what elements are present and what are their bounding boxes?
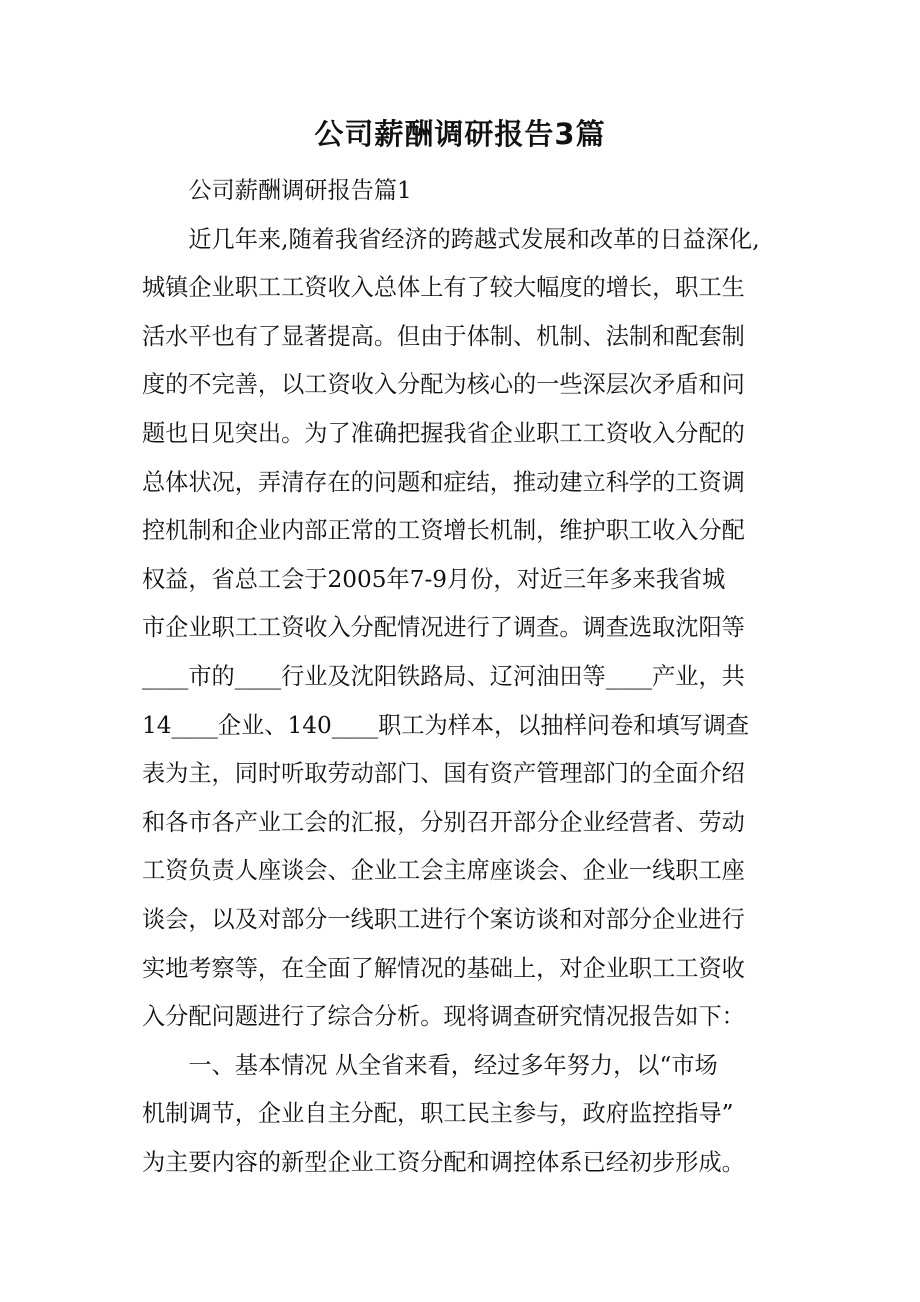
text-line: 工资负责人座谈会、企业工会主席座谈会、企业一线职工座 [142,857,745,885]
document-body [142,167,787,1187]
text-line: 为主要内容的新型企业工资分配和调控体系已经初步形成。 [142,1148,745,1176]
text-line: 一、基本情况 从全省来看，经过多年努力，以“市场 [142,1051,718,1079]
text-line: 近几年来,随着我省经济的跨越式发展和改革的日益深化, [142,225,760,253]
text-line: 权益，省总工会于2005年7-9月份，对近三年多来我省城 [142,565,726,593]
text-line: 控机制和企业内部正常的工资增长机制，维护职工收入分配 [142,517,745,545]
text-line: 题也日见突出。为了准确把握我省企业职工工资收入分配的 [142,419,745,447]
text-line: 城镇企业职工工资收入总体上有了较大幅度的增长，职工生 [142,274,745,302]
text-line: 市企业职工工资收入分配情况进行了调查。调查选取沈阳等 [142,614,745,642]
text-line: 总体状况，弄清存在的问题和症结，推动建立科学的工资调 [142,468,745,496]
text-line: ____市的____行业及沈阳铁路局、辽河油田等____产业，共 [142,662,745,690]
text-line: 机制调节，企业自主分配，职工民主参与，政府监控指导” [142,1100,734,1128]
text-line: 14____企业、140____职工为样本，以抽样问卷和填写调查 [142,711,750,739]
text-line: 公司薪酬调研报告篇1 [142,177,412,204]
text-line: 入分配问题进行了综合分析。现将调查研究情况报告如下： [142,1003,745,1031]
text-line: 度的不完善，以工资收入分配为核心的一些深层次矛盾和问 [142,371,745,399]
text-line: 谈会，以及对部分一线职工进行个案访谈和对部分企业进行 [142,905,745,933]
text-line: 表为主，同时听取劳动部门、国有资产管理部门的全面介绍 [142,760,745,788]
text-line: 实地考察等，在全面了解情况的基础上，对企业职工工资收 [142,954,745,982]
document-title: 公司薪酬调研报告3篇 [314,117,606,151]
text-line: 活水平也有了显著提高。但由于体制、机制、法制和配套制 [142,322,745,350]
text-line: 和各市各产业工会的汇报，分别召开部分企业经营者、劳动 [142,808,745,836]
